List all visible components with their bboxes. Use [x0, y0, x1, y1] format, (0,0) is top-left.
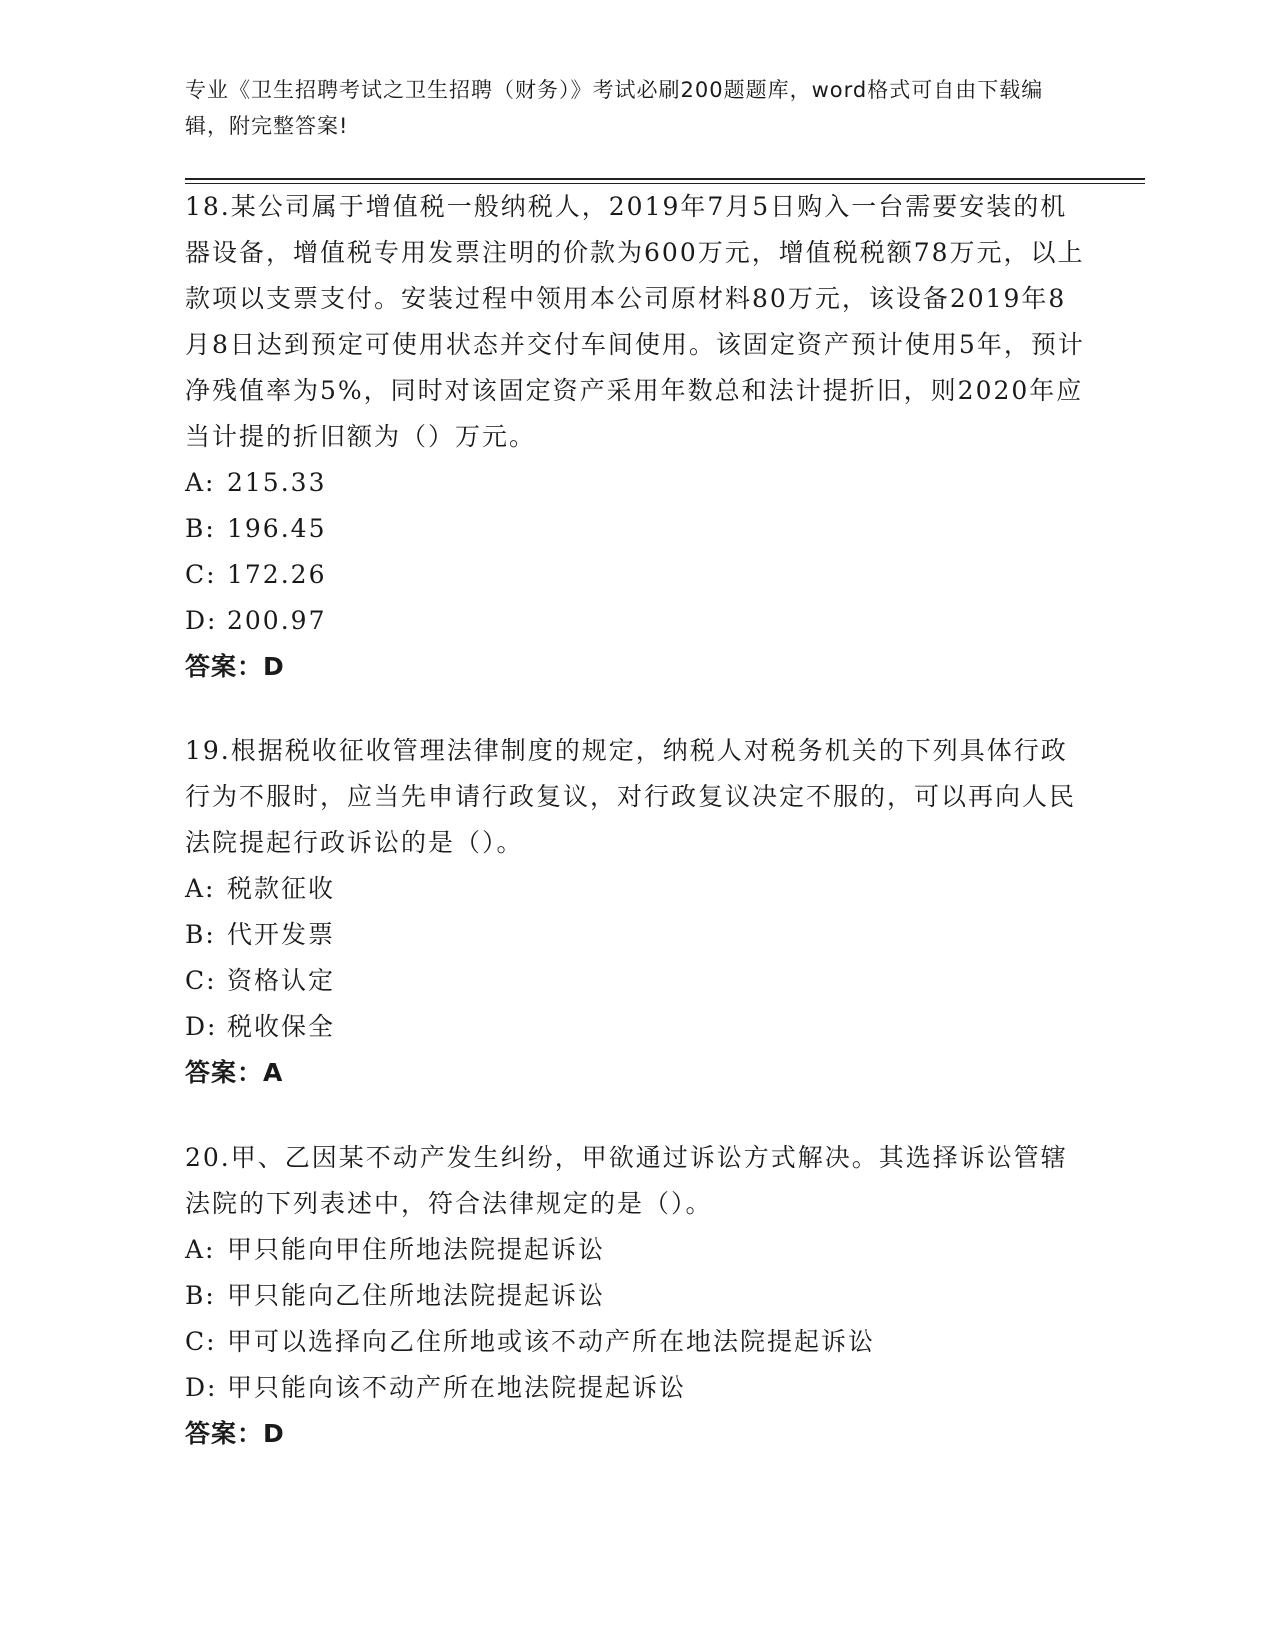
- option-text: 代开发票: [227, 920, 336, 949]
- option-text: 甲只能向甲住所地法院提起诉讼: [227, 1235, 606, 1264]
- option-c: [185, 552, 1085, 598]
- option-a: [185, 460, 1085, 506]
- question-stem: 20.甲、乙因某不动产发生纠纷，甲欲通过诉讼方式解决。其选择诉讼管辖法院的下列表述中，符合法律规定的是（）。: [185, 1143, 1068, 1218]
- option-letter: A:: [185, 468, 216, 497]
- option-a: [185, 1227, 1085, 1273]
- option-letter: C:: [185, 966, 217, 995]
- option-text: 甲只能向该不动产所在地法院提起诉讼: [227, 1373, 687, 1402]
- option-letter: D:: [185, 1373, 218, 1402]
- option-text: 196.45: [227, 514, 327, 543]
- option-c: [185, 958, 1085, 1004]
- option-letter: B:: [185, 514, 216, 543]
- header-divider-thick: [185, 178, 1145, 180]
- option-d: [185, 1365, 1085, 1411]
- option-text: 215.33: [227, 468, 327, 497]
- option-a: [185, 866, 1085, 912]
- option-c: [185, 1319, 1085, 1365]
- option-letter: B:: [185, 920, 216, 949]
- option-text: 税款征收: [227, 874, 336, 903]
- option-text: 200.97: [227, 606, 327, 635]
- option-d: [185, 1004, 1085, 1050]
- document-header: 专业《卫生招聘考试之卫生招聘（财务）》考试必刷200题题库，word格式可自由下载编辑，附完整答案!: [185, 78, 1044, 138]
- answer-label: 答案：A: [185, 1058, 284, 1087]
- question-19: [185, 728, 1085, 1096]
- question-20: [185, 1135, 1085, 1457]
- option-letter: C:: [185, 560, 217, 589]
- option-letter: C:: [185, 1327, 217, 1356]
- answer-label: 答案：D: [185, 652, 285, 681]
- option-text: 甲只能向乙住所地法院提起诉讼: [227, 1281, 606, 1310]
- answer-label: 答案：D: [185, 1419, 285, 1448]
- question-stem: 19.根据税收征收管理法律制度的规定，纳税人对税务机关的下列具体行政行为不服时，应当先申请行政复议，对行政复议决定不服的，可以再向人民法院提起行政诉讼的是（）。: [185, 736, 1077, 857]
- option-text: 172.26: [227, 560, 327, 589]
- option-text: 甲可以选择向乙住所地或该不动产所在地法院提起诉讼: [227, 1327, 876, 1356]
- option-letter: D:: [185, 1012, 218, 1041]
- option-text: 税收保全: [227, 1012, 336, 1041]
- question-18: [185, 184, 1085, 690]
- option-b: [185, 1273, 1085, 1319]
- option-letter: D:: [185, 606, 218, 635]
- option-d: [185, 598, 1085, 644]
- option-letter: A:: [185, 1235, 216, 1264]
- option-letter: B:: [185, 1281, 216, 1310]
- option-b: [185, 506, 1085, 552]
- question-stem: 18.某公司属于增值税一般纳税人，2019年7月5日购入一台需要安装的机器设备，增值税专用发票注明的价款为600万元，增值税税额78万元，以上款项以支票支付。安装过程中领用本公司原材料80万元，该设备2019年8月8日达到预定可使用状态并交付车间使用。该固定资产预计使用5年，预计净残值率为5%，同时对该固定资产采用年数总和法计提折旧，则2020年应当计提的折旧额为（）万元。: [185, 192, 1085, 451]
- option-letter: A:: [185, 874, 216, 903]
- option-text: 资格认定: [227, 966, 336, 995]
- option-b: [185, 912, 1085, 958]
